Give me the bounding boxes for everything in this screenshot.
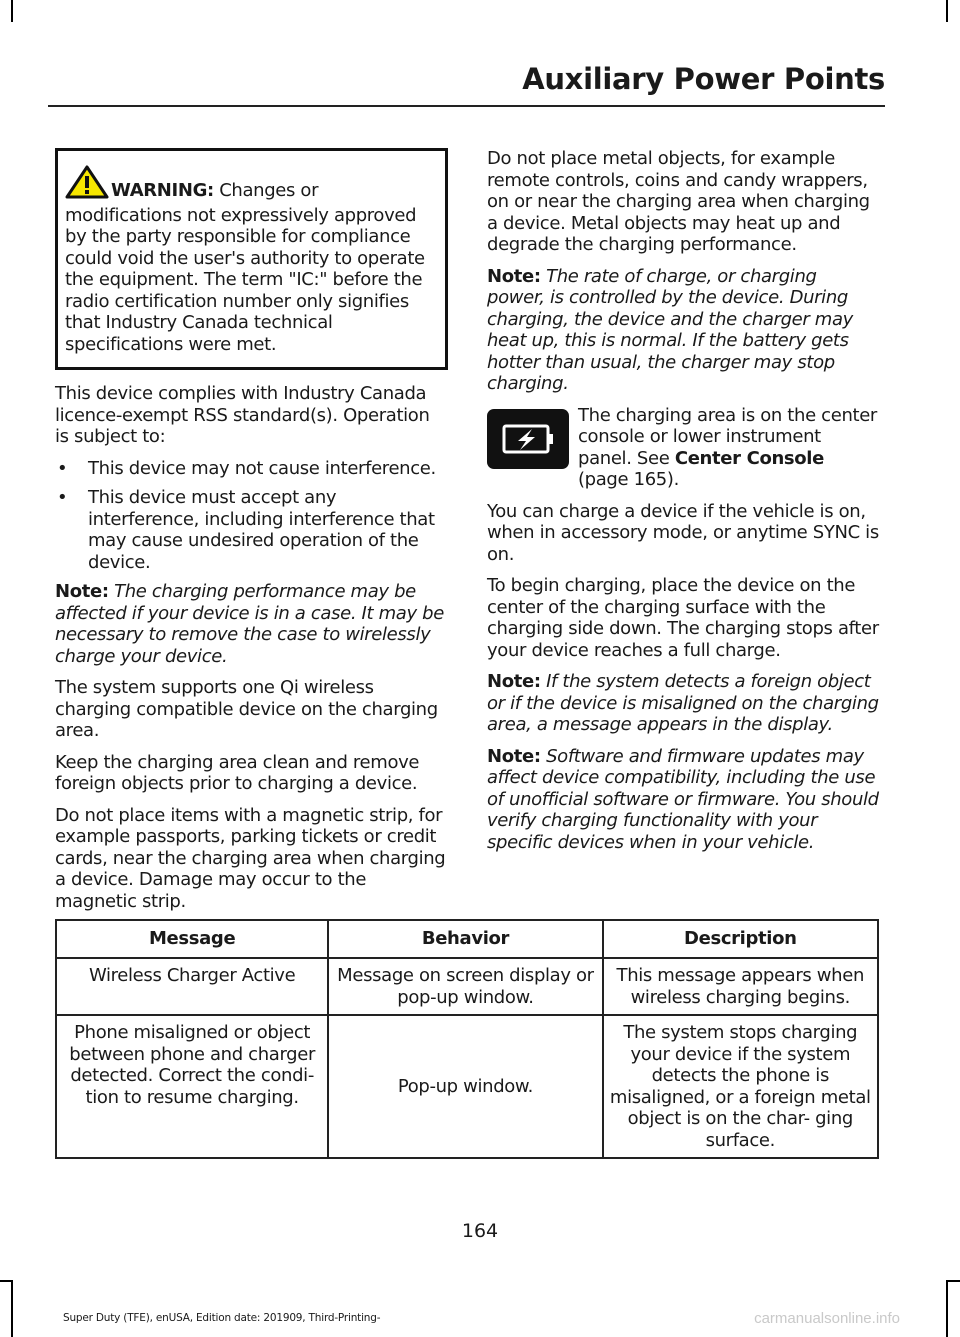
footer-edition: Super Duty (TFE), enUSA, Edition date: 201909, Third-Printing- — [63, 1312, 381, 1324]
right-column — [487, 148, 879, 863]
message-table — [55, 919, 879, 1159]
clean-area-paragraph: Keep the charging area clean and remove foreign objects prior to charging a device. — [55, 751, 420, 794]
note-label: Note: — [487, 745, 541, 767]
page-title: Auxiliary Power Points — [522, 62, 885, 96]
table-cell: Phone misaligned or object between phone and charger detected. Correct the condi- tion to resume charging. — [56, 1015, 328, 1158]
crop-mark-bottom-right — [946, 1280, 948, 1337]
vehicle-on-paragraph: You can charge a device if the vehicle is on, when in accessory mode, or anytime SYNC is on. — [487, 500, 879, 565]
operation-conditions-list — [55, 458, 448, 574]
page-reference: (page 165). — [578, 469, 679, 490]
note-software — [487, 746, 879, 854]
note-charge-rate — [487, 266, 879, 395]
center-console-link[interactable]: Center Console — [674, 447, 824, 469]
crop-mark-top-right — [946, 0, 948, 22]
note-case — [55, 581, 448, 667]
warning-text: Changes or modifications not expressively approved by the party responsible for compliance could void the user's authority to operate the equipment. The term "IC:" before the radio certification number only signifies that Industry Canada technical specifications were met. — [65, 180, 425, 355]
column-header: Message — [56, 920, 328, 958]
warning-label: WARNING: — [111, 180, 214, 201]
compliance-paragraph: This device complies with Industry Canada licence-exempt RSS standard(s). Operation is subject to: — [55, 383, 430, 447]
note-label: Note: — [55, 581, 109, 602]
table-row — [56, 958, 878, 1015]
table-row — [56, 1015, 878, 1158]
page-number: 164 — [461, 1220, 499, 1242]
wireless-charging-icon — [487, 409, 569, 469]
note-text: Software and firmware updates may affect device compatibility, including the use of unofficial software or firmware. You should verify charging functionality with your specific devices when in your vehicle. — [487, 745, 879, 853]
qi-paragraph: The system supports one Qi wireless charging compatible device on the charging area. — [55, 677, 438, 741]
note-text: The charging performance may be affected if your device is in a case. It may be necessary to remove the case to wirelessly charge your device. — [55, 581, 444, 667]
crop-mark-bottom-left — [11, 1280, 13, 1337]
column-header: Description — [603, 920, 878, 958]
crop-mark-bottom-right-h — [946, 1280, 960, 1282]
column-header: Behavior — [328, 920, 602, 958]
charging-area-paragraph — [487, 405, 879, 491]
warning-triangle-icon — [65, 165, 109, 205]
metal-objects-paragraph: Do not place metal objects, for example remote controls, coins and candy wrappers, on or near the charging area when charging a device. Metal objects may heat up and degrade the charging performance. — [487, 148, 870, 255]
warning-box — [55, 148, 448, 370]
note-label: Note: — [487, 671, 541, 692]
crop-mark-bottom-left-h — [0, 1280, 13, 1282]
note-text: If the system detects a foreign object or if the device is misaligned on the charging area, a message appears in the display. — [487, 671, 879, 735]
list-item: • This device may not cause interference. — [55, 458, 448, 480]
charging-area-text: The charging area is on the center console or lower instrument panel. See — [578, 404, 877, 469]
magnetic-strip-paragraph: Do not place items with a magnetic strip, for example passports, parking tickets or credit cards, near the charging area when charging a device. Damage may occur to the magnetic strip. — [55, 804, 446, 912]
table-cell: Wireless Charger Active — [56, 958, 328, 1015]
crop-mark-top-left — [11, 0, 13, 22]
table-cell: This message appears when wireless charging begins. — [603, 958, 878, 1015]
table-cell: Pop-up window. — [328, 1015, 602, 1158]
note-text: The rate of charge, or charging power, is controlled by the device. During charging, the device and the charger may heat up, this is normal. If the battery gets hotter than usual, the charger may stop charging. — [487, 265, 853, 394]
note-foreign-object — [487, 671, 879, 736]
header-rule — [48, 105, 885, 107]
note-label: Note: — [487, 265, 541, 287]
table-header-row — [56, 920, 878, 958]
table-cell: The system stops charging your device if the system detects the phone is misaligned, or a foreign metal object is on the char- ging surface. — [603, 1015, 878, 1158]
left-column — [55, 148, 448, 922]
begin-charging-paragraph: To begin charging, place the device on the center of the charging surface with the charging side down. The charging stops after your device reaches a full charge. — [487, 575, 879, 661]
table-cell: Message on screen display or pop-up window. — [328, 958, 602, 1015]
watermark: carmanualsonline.info — [754, 1310, 900, 1327]
list-item: • This device must accept any interference, including interference that may cause undesired operation of the device. — [55, 487, 448, 573]
